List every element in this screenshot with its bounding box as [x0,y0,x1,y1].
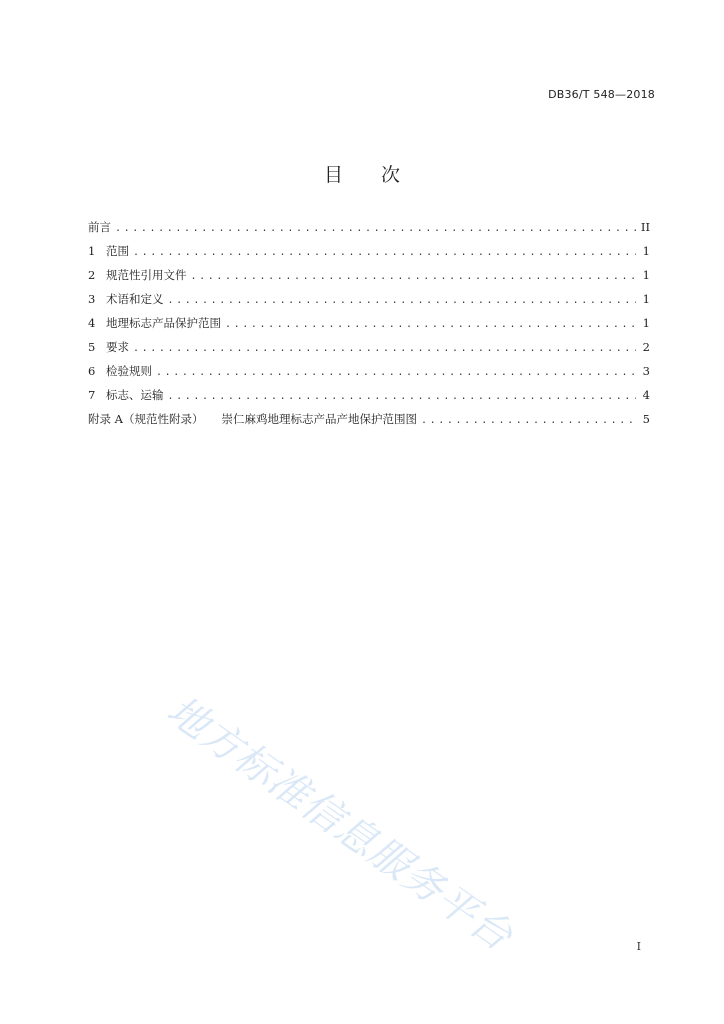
toc-entry-terms-definitions[interactable] [88,291,650,315]
toc-leader-dots [133,247,636,258]
watermark-text: 地方标准信息服务平台 [158,687,521,961]
toc-title-char-2: 次 [381,164,401,186]
toc-entry-page: 2 [642,340,650,354]
toc-entry-page: 3 [642,364,650,378]
toc-entry-number: 4 [88,316,96,330]
toc-entry-page: 4 [642,388,650,402]
toc-entry-requirements[interactable] [88,339,650,363]
toc-entry-scope[interactable] [88,243,650,267]
toc-entry-page: 1 [642,244,650,258]
page-number: I [636,940,641,953]
toc-leader-dots [421,415,636,426]
toc-entry-label: 检验规则 [106,364,152,378]
table-of-contents [88,219,650,435]
standard-code: DB36/T 548—2018 [548,88,655,101]
toc-entry-number: 3 [88,292,96,306]
toc-leader-dots [115,223,636,234]
toc-entry-label: 地理标志产品保护范围 [106,316,221,330]
toc-entry-number: 5 [88,340,96,354]
toc-entry-label: 要求 [106,340,129,354]
toc-entry-page: 1 [642,268,650,282]
toc-leader-dots [225,319,636,330]
toc-entry-appendix-a[interactable] [88,411,650,435]
toc-leader-dots [168,391,637,402]
toc-entry-protection-scope[interactable] [88,315,650,339]
toc-entry-marking-transport[interactable] [88,387,650,411]
toc-entry-page: 1 [642,316,650,330]
toc-leader-dots [168,295,637,306]
toc-leader-dots [133,343,636,354]
toc-entry-number: 2 [88,268,96,282]
toc-entry-number: 1 [88,244,96,258]
toc-entry-normative-references[interactable] [88,267,650,291]
toc-title [0,160,724,187]
toc-entry-inspection-rules[interactable] [88,363,650,387]
toc-entry-label: 前言 [88,220,111,234]
toc-appendix-title: 崇仁麻鸡地理标志产品产地保护范围图 [221,412,417,426]
toc-appendix-label: 附录 A（规范性附录） [88,412,204,426]
toc-entry-page: II [640,220,650,234]
toc-entry-number: 6 [88,364,96,378]
toc-entry-label: 术语和定义 [106,292,164,306]
toc-leader-dots [191,271,637,282]
toc-entry-page: 1 [642,292,650,306]
toc-entry-number: 7 [88,388,96,402]
toc-entry-label: 标志、运输 [106,388,164,402]
toc-entry-foreword[interactable] [88,219,650,243]
toc-entry-label: 规范性引用文件 [106,268,187,282]
toc-title-char-1: 目 [323,164,343,186]
toc-entry-page: 5 [642,412,650,426]
toc-leader-dots [156,367,636,378]
toc-entry-label: 范围 [106,244,129,258]
